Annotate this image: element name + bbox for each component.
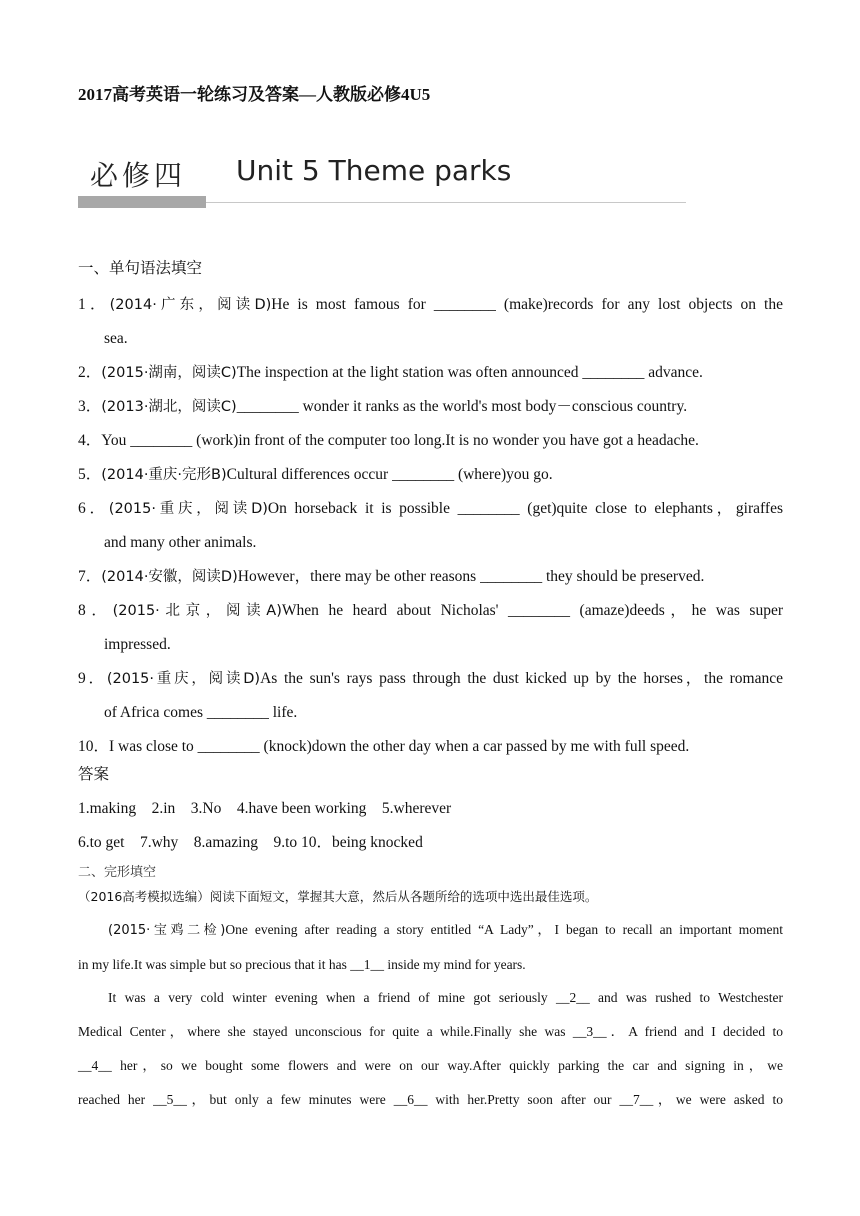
banner-unit-title: Unit 5 Theme parks	[236, 154, 512, 187]
question-source: (2015·湖南，阅读C)	[101, 365, 237, 381]
question-number: 8．	[78, 602, 113, 619]
passage-source: (2015·宝鸡二检)	[108, 923, 226, 938]
passage-line: reached her __5__，but only a few minutes were __6__ with her.Pretty soon after our __7__，we were asked to	[78, 1092, 783, 1107]
answers-heading: 答案	[78, 765, 110, 783]
question-number: 3．	[78, 398, 102, 415]
question-text: I was close to ________ (knock)down the other day when a car passed by me with full speed.	[109, 738, 690, 755]
banner-bar	[78, 196, 206, 208]
question-source: (2015·重庆，阅读D)	[108, 501, 268, 517]
question-number: 2．	[78, 364, 102, 381]
question-item	[78, 288, 783, 356]
question-number: 5．	[78, 466, 102, 483]
question-text: As the sun's rays pass through the dust kicked up by the horses，the romance	[260, 670, 783, 687]
question-text-continued: sea.	[104, 330, 128, 347]
question-text: The inspection at the light station was often announced ________ advance.	[236, 364, 703, 381]
question-source: (2014·安徽，阅读D)	[101, 569, 238, 585]
question-text-continued: and many other animals.	[104, 534, 257, 551]
passage-line: in my life.It was simple but so precious that it has __1__ inside my mind for years.	[78, 957, 526, 972]
passage-line: One evening after reading a story entitled “A Lady”，I began to recall an important moment	[225, 922, 783, 937]
question-text-continued: impressed.	[104, 636, 171, 653]
question-number: 9．	[78, 670, 107, 687]
question-item	[78, 662, 783, 730]
section2-instruction: （2016高考模拟选编）阅读下面短文，掌握其大意，然后从各题所给的选项中选出最佳选项。	[78, 889, 598, 904]
question-source: (2014·广东，阅读D)	[109, 297, 272, 313]
question-item	[78, 594, 783, 662]
passage-line: __4__ her，so we bought some flowers and were on our way.After quickly parking the car and signing in，we	[78, 1058, 783, 1073]
section1-heading: 一、单句语法填空	[78, 259, 203, 277]
question-text: ________ wonder it ranks as the world's most body－conscious country.	[236, 398, 688, 415]
question-item	[78, 458, 783, 492]
passage-line: It was a very cold winter evening when a friend of mine got seriously __2__ and was rushed to Westchester	[108, 990, 783, 1005]
question-text: You ________ (work)in front of the computer too long.It is no wonder you have got a headache.	[101, 432, 699, 449]
answers-line-2: 6.to get 7.why 8.amazing 9.to 10．being knocked	[78, 834, 423, 851]
banner-divider	[206, 202, 686, 203]
question-number: 4．	[78, 432, 102, 449]
question-source: (2015·北京，阅读A)	[112, 603, 282, 619]
question-item	[78, 356, 783, 390]
question-text-continued: of Africa comes ________ life.	[104, 704, 298, 721]
question-number: 10．	[78, 738, 110, 755]
question-number: 1．	[78, 296, 110, 313]
passage-line: Medical Center，where she stayed unconscious for quite a while.Finally she was __3__．A friend and I decided to	[78, 1024, 783, 1039]
answers-line-1: 1.making 2.in 3.No 4.have been working 5.wherever	[78, 800, 452, 817]
banner-book-name: 必修四	[90, 159, 187, 192]
question-number: 7．	[78, 568, 102, 585]
question-text: On horseback it is possible ________ (get)quite close to elephants，giraffes	[267, 500, 783, 517]
question-source: (2013·湖北，阅读C)	[101, 399, 237, 415]
document-title: 2017高考英语一轮练习及答案—人教版必修4U5	[78, 85, 431, 104]
question-text: However，there may be other reasons ________ they should be preserved.	[237, 568, 705, 585]
question-item	[78, 560, 783, 594]
section2-heading: 二、完形填空	[78, 865, 157, 880]
question-item	[78, 424, 783, 458]
passage-paragraph-1	[78, 913, 783, 982]
question-source: (2014·重庆·完形B)	[101, 467, 227, 483]
question-number: 6．	[78, 500, 109, 517]
question-text: He is most famous for ________ (make)records for any lost objects on the	[271, 296, 783, 313]
question-text: Cultural differences occur ________ (where)you go.	[226, 466, 553, 483]
passage-paragraph-2	[78, 981, 783, 1117]
question-item	[78, 390, 783, 424]
question-text: When he heard about Nicholas' ________ (amaze)deeds，he was super	[281, 602, 783, 619]
question-item	[78, 492, 783, 560]
question-item	[78, 730, 783, 764]
question-source: (2015·重庆，阅读D)	[106, 671, 261, 687]
unit-banner	[78, 148, 688, 210]
